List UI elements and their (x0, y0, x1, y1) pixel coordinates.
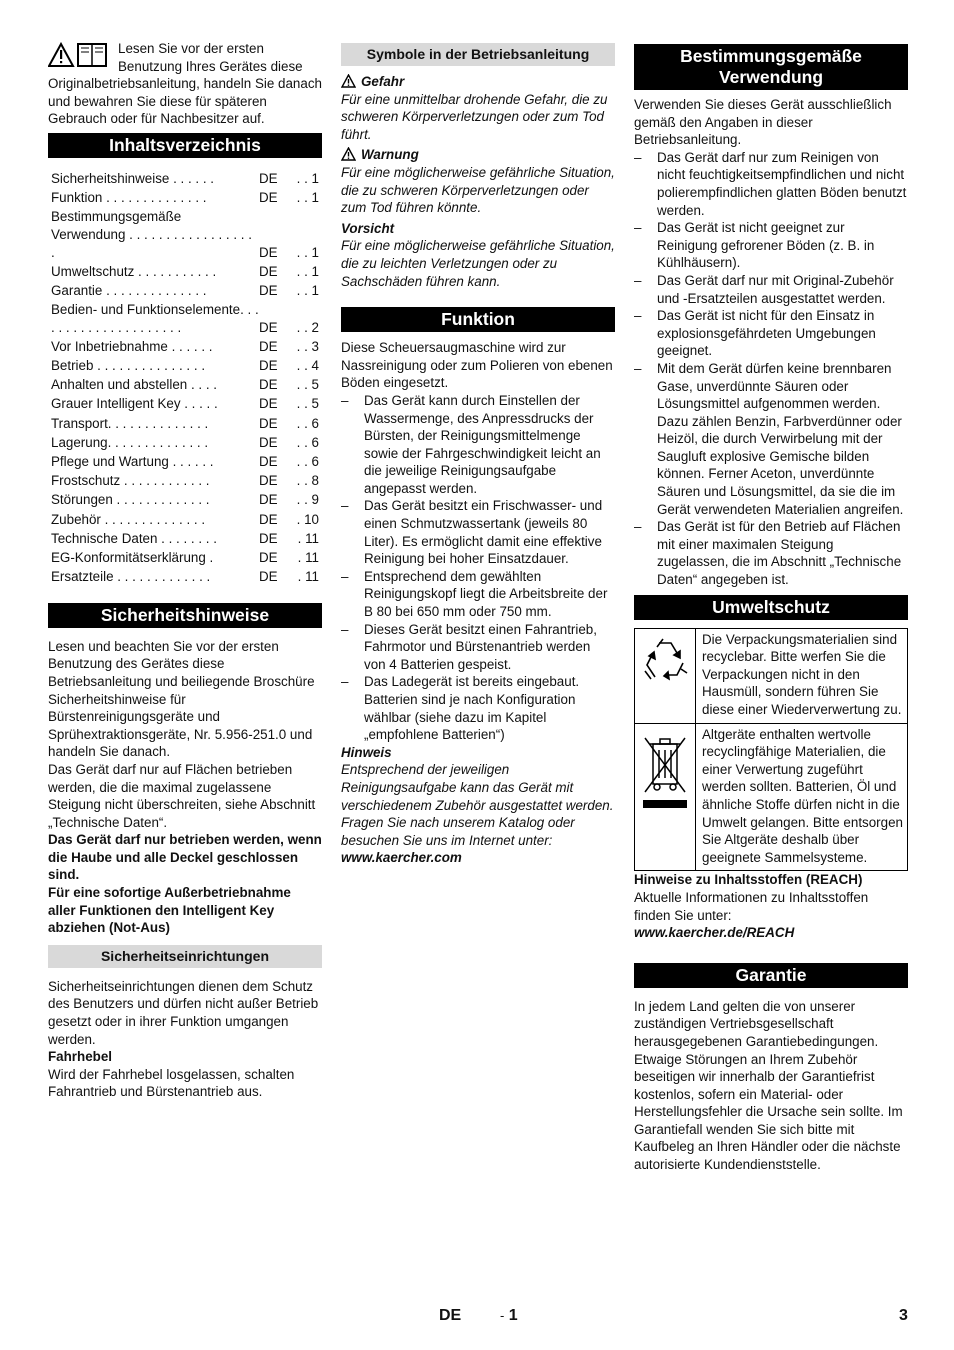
column-left (48, 40, 322, 1101)
list-item-text: Das Gerät darf nur mit Original-Zubehör und -Ersatzteilen ausgestattet werden. (657, 272, 894, 306)
column-middle (341, 40, 615, 867)
footer-page-label: - 1 (500, 1307, 518, 1324)
toc-entry-name: Technische Daten . . . . . . . . (51, 530, 217, 546)
symbols-heading: Symbole in der Betriebsanleitung (341, 43, 615, 66)
recycle-icon (639, 635, 691, 687)
toc-entry-name: Anhalten und abstellen . . . . (51, 377, 218, 393)
toc-entry-name: Vor Inbetriebnahme . . . . . . (51, 338, 213, 354)
toc-entry-page: . . 1 (296, 244, 319, 260)
toc-entry-page: . . 1 (296, 282, 319, 298)
intended-use-list (634, 149, 908, 589)
list-item-text: Mit dem Gerät dürfen keine brennbaren Gase, unverdünnte Säuren oder Lösungsmittel aufgenommen werden. (657, 360, 892, 412)
toc-entry-page: . . 4 (296, 358, 319, 374)
reach-heading: Hinweise zu Inhaltsstoffen (REACH) (634, 872, 863, 888)
environment-table (634, 628, 908, 872)
toc-entry-lang: DE (259, 511, 278, 527)
danger-label (341, 73, 615, 91)
lever-text: Wird der Fahrhebel losgelassen, schalten Fahrantrieb und Bürstenantrieb aus. (48, 1066, 295, 1100)
note-label: Hinweis (341, 744, 392, 760)
toc-row[interactable] (48, 395, 322, 413)
safety-devices-text: Sicherheitseinrichtungen dienen dem Schutz des Benutzers und dürfen nicht außer Betrieb gesetzt oder in ihrer Funktion umgangen werden. (48, 978, 319, 1047)
toc-row[interactable] (48, 282, 322, 300)
safety-bold-2: Für eine sofortige Außerbetriebnahme aller Funktionen den Intelligent Key abziehen (Not-Aus) (48, 885, 291, 936)
caution-text: Für eine möglicherweise gefährliche Situation, die zu leichten Verletzungen oder zu Sachschäden führen kann. (341, 238, 615, 289)
list-item: – Das Gerät kann durch Einstellen der Wassermenge, des Anpressdrucks der Bürsten, der Reinigungsmittelmenge sowie der Fahrgeschwindigkeit leicht an die jeweilige Reinigungsaufgabe angepasst werden. (341, 392, 615, 498)
environment-heading: Umweltschutz (634, 595, 908, 620)
safety-paragraph-2: Das Gerät darf nur auf Flächen betrieben werden, die die maximal zugelassene Steigung nicht überschreiten, siehe Abschnitt „Technische Daten“. (48, 761, 316, 830)
toc-entry-name: Pflege und Wartung . . . . . . (51, 454, 214, 470)
toc-entry-lang: DE (259, 358, 278, 374)
toc-entry-page: . . 3 (296, 338, 319, 354)
lever-heading: Fahrhebel (48, 1049, 112, 1065)
toc-entry-name: Garantie . . . . . . . . . . . . . . (51, 282, 207, 298)
toc-row[interactable] (48, 453, 322, 471)
toc-entry-page: . . 5 (296, 377, 319, 393)
toc-entry-name: Frostschutz . . . . . . . . . . . . (51, 473, 210, 489)
list-item: – Das Ladegerät ist bereits eingebaut. Batterien sind je nach Konfiguration wählbar (siehe dazu im Kapitel „empfohlene Batterien“) (341, 673, 615, 743)
intended-use-intro: Verwenden Sie dieses Gerät ausschließlich gemäß den Angaben in dieser Betriebsanleitung. (634, 97, 892, 148)
toc-row[interactable] (48, 376, 322, 394)
danger-text: Für eine unmittelbar drohende Gefahr, die zu schweren Körperverletzungen oder zum Tod führt. (341, 91, 608, 142)
toc-entry-name: Lagerung. . . . . . . . . . . . . . (51, 434, 209, 450)
toc-entry-lang: DE (259, 263, 278, 279)
toc-entry-page: . 10 (296, 511, 319, 527)
toc-entry-lang: DE (259, 171, 278, 186)
safety-devices-heading: Sicherheitseinrichtungen (48, 945, 322, 968)
toc-entry-name: Grauer Intelligent Key . . . . . (51, 396, 218, 412)
toc-entry-page: . . 8 (296, 473, 319, 489)
toc-entry-page: . . 6 (296, 415, 319, 431)
footer-lang: DE (439, 1307, 462, 1324)
toc-row[interactable] (48, 263, 322, 281)
toc-row[interactable] (48, 189, 322, 207)
toc-entry-name: Zubehör . . . . . . . . . . . . . . (51, 511, 206, 527)
list-item (634, 518, 908, 588)
toc-entry-page: . . 2 (296, 319, 319, 335)
environment-row-recycle (635, 628, 908, 723)
intro-block (48, 40, 322, 130)
function-intro: Diese Scheuersaugmaschine wird zur Nassreinigung oder zum Polieren von ebenen Böden eingesetzt. (341, 340, 613, 391)
list-item-text: Das Gerät ist für den Betrieb auf Flächen mit einer maximalen Steigung zugelassen, die im Abschnitt „Technische Daten“ angegeben ist. (657, 519, 902, 588)
function-list (341, 392, 615, 744)
list-item (634, 307, 908, 360)
toc-entry-lang: DE (259, 473, 278, 489)
toc-entry-page: . . 1 (296, 190, 319, 206)
toc-entry-page: . 11 (297, 569, 319, 585)
toc-entry-name: Transport. . . . . . . . . . . . . . (51, 415, 209, 431)
warning-text: Für eine möglicherweise gefährliche Situation, die zu schweren Körperverletzungen oder zum Tod führen könnte. (341, 164, 615, 216)
toc-entry-lang: DE (259, 190, 278, 206)
toc-entry-lang: DE (259, 530, 278, 546)
list-item: – Entsprechend dem gewählten Reinigungskopf liegt die Arbeitsbreite der B 80 bei 650 mm oder 750 mm. (341, 568, 615, 621)
list-item (634, 360, 908, 518)
intro-text: Lesen Sie vor der ersten Benutzung Ihres Gerätes diese Originalbetriebsanleitung, handeln Sie danach und bewahren Sie diese für späteren Gebrauch oder für Nachbesitzer auf. (48, 41, 322, 127)
intended-use-heading-text: Bestimmungsgemäße Verwendung (680, 46, 862, 87)
function-heading: Funktion (341, 307, 615, 332)
footer-page: 1 (508, 1307, 518, 1324)
toc-row[interactable] (48, 549, 322, 567)
warning-label (341, 146, 615, 164)
toc-row[interactable] (48, 434, 322, 452)
toc-entry-lang: DE (259, 492, 278, 508)
toc-entry-lang: DE (259, 338, 278, 354)
table-of-contents (48, 170, 322, 586)
toc-entry-page: . . 9 (296, 492, 319, 508)
toc-entry-page: . . 6 (296, 454, 319, 470)
warning-triangle-icon (341, 74, 356, 88)
toc-row[interactable] (48, 338, 322, 356)
safety-paragraph-1: Lesen und beachten Sie vor der ersten Benutzung des Gerätes diese Betriebsanleitung und beiliegende Broschüre Sicherheitshinweise für Bürstenreinigungsgeräte und Sprühextraktionsgeräte, Nr. 5.956-251.0 und handeln Sie danach. (48, 638, 315, 760)
intended-use-heading (634, 44, 908, 90)
warning-triangle-icon (341, 147, 356, 161)
toc-row[interactable] (48, 568, 322, 586)
toc-row[interactable] (48, 511, 322, 529)
toc-entry-page: . . 5 (296, 396, 319, 412)
warranty-text: In jedem Land gelten die von unserer zuständigen Vertriebsgesellschaft herausgegebenen Garantiebedingungen. Etwaige Störungen an Ihrem Zubehör beseitigen wir innerhalb der Garantiefrist kostenlos, sofern ein Material- oder Herstellungsfehler die Ursache sein sollte. Im Garantiefall wenden Sie sich bitte mit Kaufbeleg an Ihren Händler oder die nächste autorisierte Kundendienststelle. (634, 998, 903, 1173)
toc-entry-lang: DE (259, 282, 278, 298)
safety-heading: Sicherheitshinweise (48, 603, 322, 628)
toc-entry-name: Störungen . . . . . . . . . . . . . (51, 492, 210, 508)
crossed-out-bin-icon (639, 730, 691, 810)
toc-entry-name: Funktion . . . . . . . . . . . . . . (51, 190, 207, 206)
toc-entry-lang: DE (259, 396, 278, 412)
list-item: – Dieses Gerät besitzt einen Fahrantrieb, Fahrmotor und Bürstenantrieb werden von 4 Batterien gespeist. (341, 621, 615, 674)
toc-row[interactable] (48, 170, 322, 188)
reach-text: Aktuelle Informationen zu Inhaltsstoffen finden Sie unter: (634, 889, 869, 923)
environment-row-disposal (635, 723, 908, 871)
toc-entry-name: Sicherheitshinweise . . . . . . (51, 171, 214, 186)
toc-entry-name: Umweltschutz . . . . . . . . . . . (51, 263, 217, 279)
disposal-text: Altgeräte enthalten wertvolle recyclingfähige Materialien, die einer Verwertung zugeführt werden sollten. Batterien, Öl und ähnliche Stoffe dürfen nicht in die Umwelt gelangen. Bitte entsorgen Sie Altgeräte deshalb über geeignete Sammelsysteme. (696, 723, 908, 871)
toc-row[interactable] (48, 472, 322, 490)
toc-entry-name: Ersatzteile . . . . . . . . . . . . . (51, 569, 211, 585)
toc-row[interactable] (48, 415, 322, 433)
toc-entry-page: . 11 (297, 530, 319, 546)
safety-bold-1: Das Gerät darf nur betrieben werden, wenn die Haube und alle Deckel geschlossen sind. (48, 832, 322, 883)
toc-entry-name: EG-Konformitätserklärung . (51, 549, 214, 565)
toc-row[interactable] (48, 357, 322, 375)
bin-icon-cell (635, 723, 696, 871)
toc-entry-lang: DE (259, 377, 278, 393)
note-url[interactable]: www.kaercher.com (341, 850, 462, 866)
footer-page-number: 3 (899, 1307, 908, 1324)
toc-entry-lang: DE (259, 434, 278, 450)
list-item (634, 149, 908, 219)
warning-manual-icon (48, 42, 114, 68)
toc-row[interactable] (48, 491, 322, 509)
toc-row[interactable] (48, 301, 322, 336)
warning-label-text: Warnung (361, 147, 419, 163)
toc-entry-name: Betrieb . . . . . . . . . . . . . . . (51, 358, 206, 374)
note-text: Entsprechend der jeweiligen Reinigungsaufgabe kann das Gerät mit verschiedenem Zubehör ausgestattet werden. Fragen Sie nach unserem Katalog oder besuchen Sie uns im Internet unter: (341, 762, 614, 848)
toc-row[interactable] (48, 530, 322, 548)
toc-entry-lang: DE (259, 549, 278, 565)
reach-url[interactable]: www.kaercher.de/REACH (634, 925, 795, 941)
toc-entry-lang: DE (259, 569, 278, 585)
danger-label-text: Gefahr (361, 74, 405, 89)
caution-label: Vorsicht (341, 220, 395, 236)
list-item (634, 272, 908, 307)
list-item (634, 219, 908, 272)
toc-heading: Inhaltsverzeichnis (48, 133, 322, 158)
list-item-text: Das Gerät ist nicht geeignet zur Reinigung gefrorener Böden (z. B. in Kühlhäusern). (657, 220, 875, 271)
toc-entry-page: . . 6 (296, 434, 319, 450)
toc-entry-lang: DE (259, 454, 278, 470)
list-item-text: Das Gerät ist nicht für den Einsatz in explosionsgefährdeten Umgebungen geeignet. (657, 308, 876, 359)
list-item: – Das Gerät besitzt ein Frischwasser- und einen Schmutzwassertank (jeweils 80 Liter). Es ermöglicht damit eine effektive Reinigung bei hoher Einsatzdauer. (341, 497, 615, 567)
toc-entry-name: Bedien- und Funktionselemente. . . . . . . . . . . . . . . . . . . . . (51, 302, 259, 335)
list-item-text: Das Gerät darf nur zum Reinigen von nicht feuchtigkeitsempfindlichen und nicht polierempfindlichen glatten Böden benutzt werden. (657, 149, 907, 218)
toc-row[interactable] (48, 208, 322, 261)
list-item-extra: Dazu zählen Benzin, Farbverdünner oder Heizöl, die durch Verwirbelung mit der Saugluft explosive Gemische bilden können. Ferner Aceton, unverdünnte Säuren und Lösungsmittel, da sie die im Gerät verwendeten Materialien angreifen. (657, 413, 904, 517)
warranty-heading: Garantie (634, 963, 908, 988)
toc-entry-lang: DE (259, 319, 278, 335)
toc-entry-name: Bestimmungsgemäße Verwendung . . . . . . . . . . . . . . . . . . (51, 209, 252, 260)
toc-entry-page: . . 1 (296, 171, 319, 186)
toc-entry-page: . . 1 (296, 263, 319, 279)
toc-entry-lang: DE (259, 415, 278, 431)
column-right (634, 40, 908, 1174)
recycle-icon-cell (635, 628, 696, 723)
toc-entry-lang: DE (259, 244, 278, 260)
recycle-text: Die Verpackungsmaterialien sind recyclebar. Bitte werfen Sie die Verpackungen nicht in den Hausmüll, sondern führen Sie diese einer Wiederverwertung zu. (696, 628, 908, 723)
toc-entry-page: . 11 (297, 549, 319, 565)
